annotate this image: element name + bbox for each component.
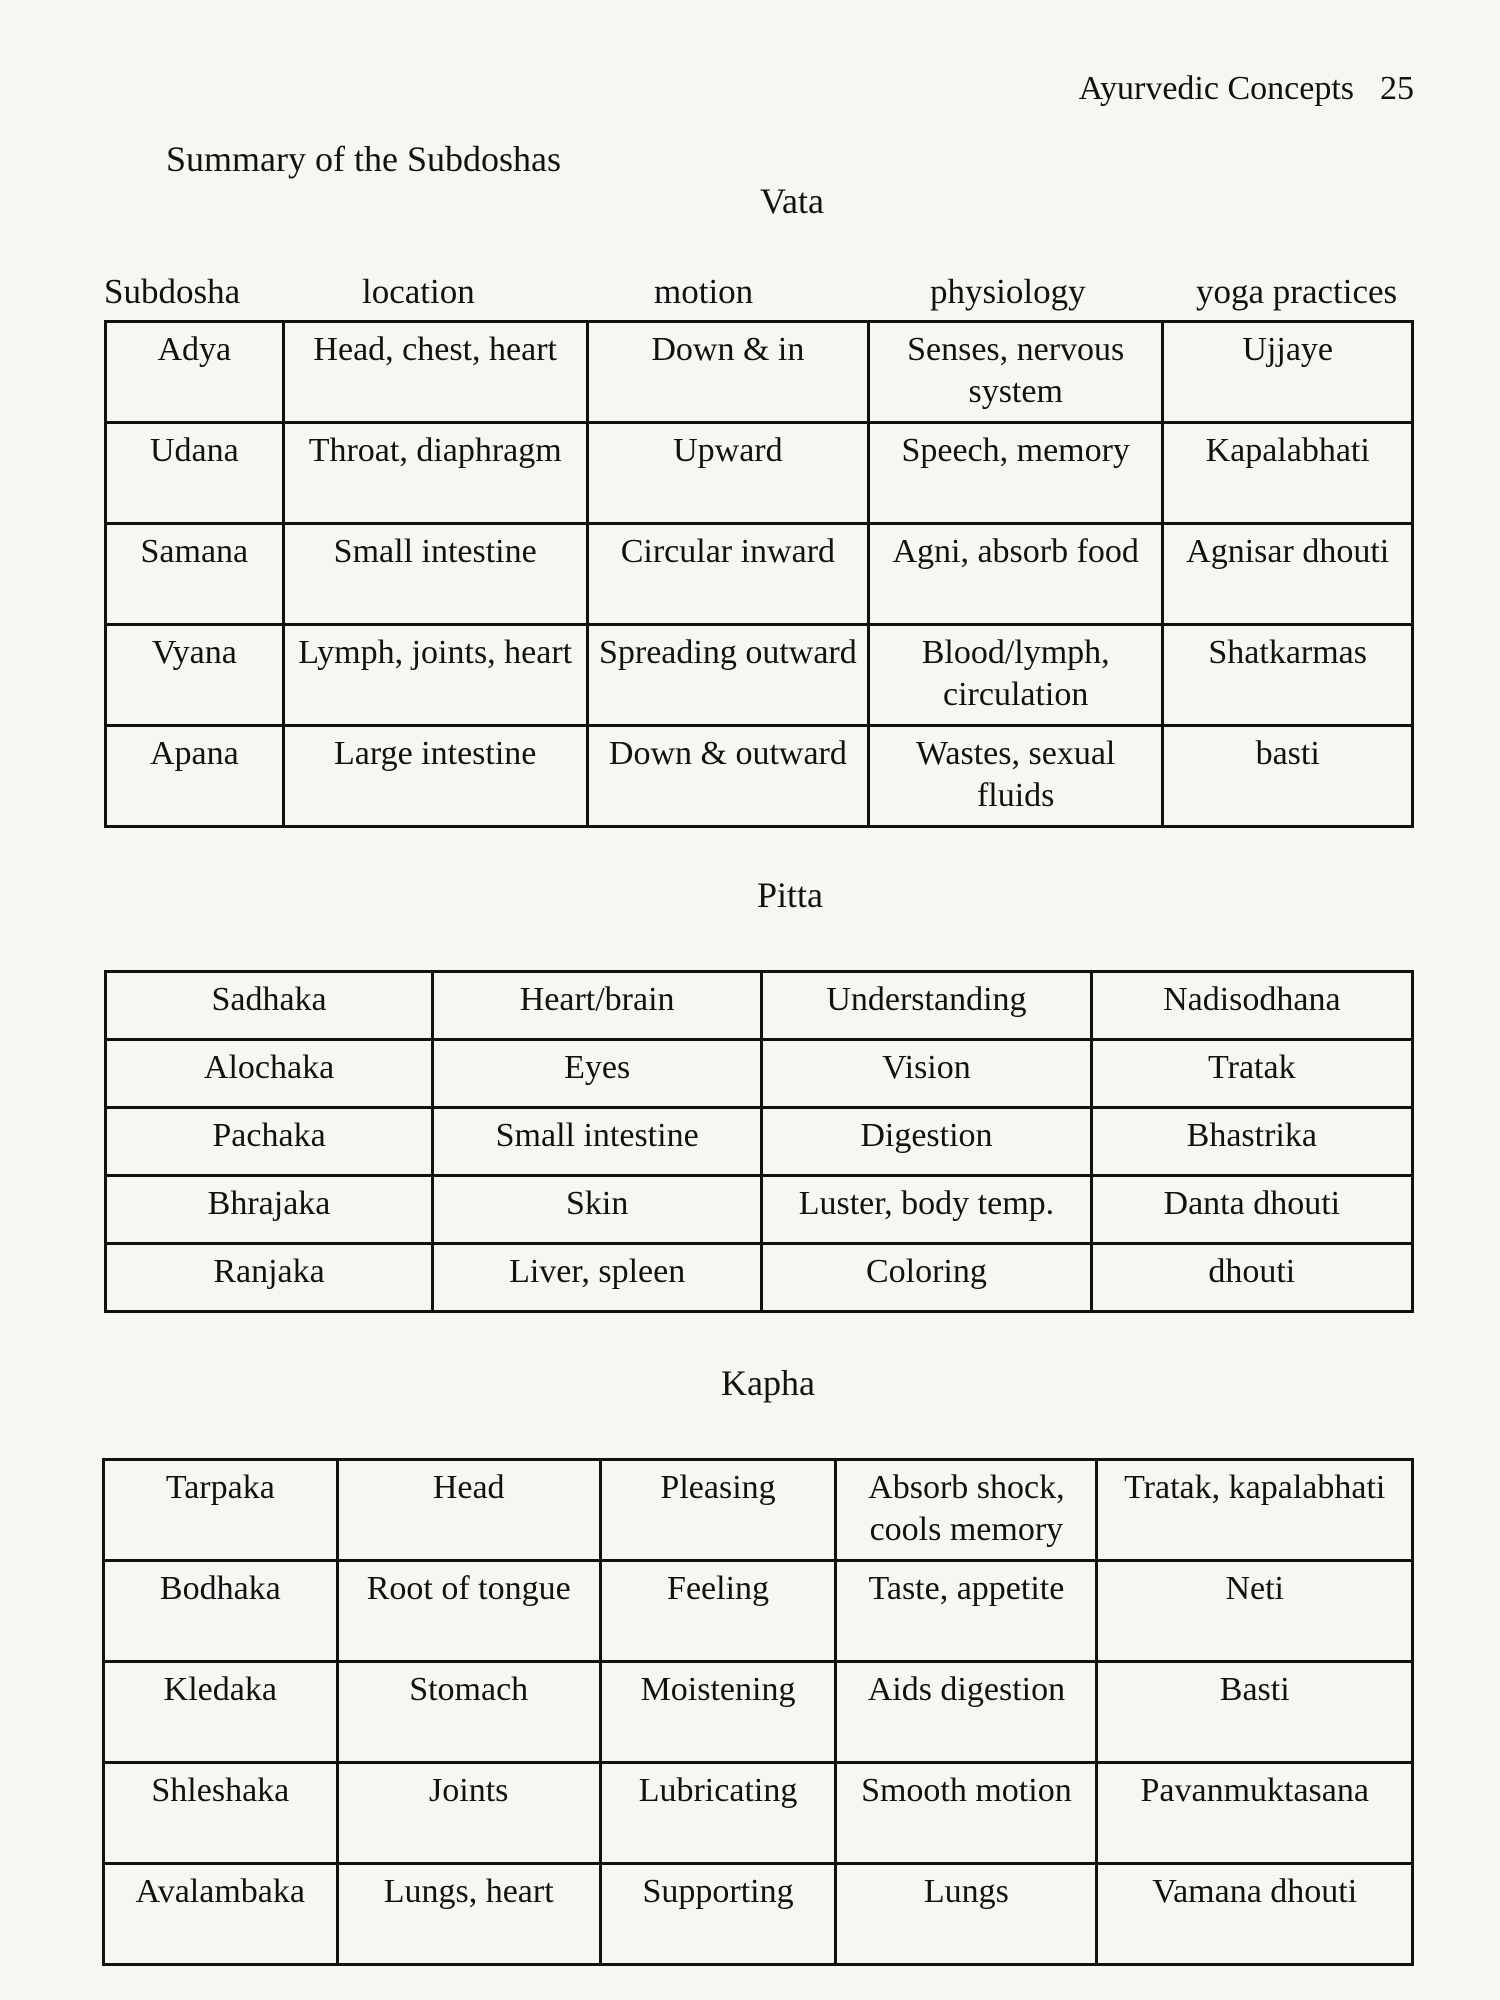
table-cell: Adya — [106, 322, 284, 423]
table-cell: Down & outward — [587, 726, 868, 827]
vata-table — [104, 320, 1414, 828]
table-cell: Bodhaka — [104, 1561, 338, 1662]
table-cell: Small intestine — [433, 1108, 762, 1176]
table-cell: Speech, memory — [868, 423, 1162, 524]
section-title-pitta: Pitta — [756, 875, 823, 915]
table-cell: Udana — [106, 423, 284, 524]
table-cell: Bhrajaka — [106, 1176, 433, 1244]
table-cell: Skin — [433, 1176, 762, 1244]
page-number: 25 — [1380, 70, 1414, 107]
table-cell: Neti — [1097, 1561, 1413, 1662]
col-header-motion: motion — [654, 272, 754, 311]
table-cell: Nadisodhana — [1091, 972, 1412, 1040]
table-cell: Shatkarmas — [1163, 625, 1413, 726]
col-header-subdosha: Subdosha — [104, 272, 241, 311]
table-row — [104, 1662, 1413, 1763]
table-row — [104, 1460, 1413, 1561]
col-header-yoga-practices: yoga practices — [1196, 272, 1398, 311]
table-cell: Feeling — [600, 1561, 836, 1662]
table-cell: Throat, diaphragm — [283, 423, 587, 524]
column-headers — [104, 272, 1414, 316]
table-cell: Absorb shock, cools memory — [836, 1460, 1097, 1561]
table-cell: Head, chest, heart — [283, 322, 587, 423]
table-cell: Pachaka — [106, 1108, 433, 1176]
table-cell: Agni, absorb food — [868, 524, 1162, 625]
table-cell: Ujjaye — [1163, 322, 1413, 423]
table-row — [106, 1040, 1413, 1108]
col-header-location: location — [362, 272, 475, 311]
table-cell: dhouti — [1091, 1244, 1412, 1312]
table-cell: Vamana dhouti — [1097, 1864, 1413, 1965]
table-cell: Tarpaka — [104, 1460, 338, 1561]
table-row — [106, 1244, 1413, 1312]
table-cell: Coloring — [762, 1244, 1091, 1312]
table-cell: Wastes, sexual fluids — [868, 726, 1162, 827]
table-row — [104, 1561, 1413, 1662]
section-title-vata: Vata — [760, 181, 824, 221]
table-row — [106, 322, 1413, 423]
table-cell: Alochaka — [106, 1040, 433, 1108]
table-cell: Pavanmuktasana — [1097, 1763, 1413, 1864]
table-cell: Down & in — [587, 322, 868, 423]
table-cell: Spreading outward — [587, 625, 868, 726]
table-cell: Lubricating — [600, 1763, 836, 1864]
table-cell: Senses, nervous system — [868, 322, 1162, 423]
table-cell: Moistening — [600, 1662, 836, 1763]
table-cell: Samana — [106, 524, 284, 625]
table-cell: Vision — [762, 1040, 1091, 1108]
table-cell: Luster, body temp. — [762, 1176, 1091, 1244]
table-cell: Agnisar dhouti — [1163, 524, 1413, 625]
running-title: Ayurvedic Concepts — [1078, 70, 1354, 107]
table-cell: Kledaka — [104, 1662, 338, 1763]
table-cell: Eyes — [433, 1040, 762, 1108]
table-row — [106, 972, 1413, 1040]
table-cell: Apana — [106, 726, 284, 827]
table-cell: Sadhaka — [106, 972, 433, 1040]
table-row — [106, 1108, 1413, 1176]
section-title-kapha: Kapha — [721, 1363, 815, 1403]
table-cell: Avalambaka — [104, 1864, 338, 1965]
table-cell: Tratak, kapalabhati — [1097, 1460, 1413, 1561]
table-row — [106, 1176, 1413, 1244]
pitta-table — [104, 970, 1414, 1313]
table-cell: Upward — [587, 423, 868, 524]
table-cell: Head — [337, 1460, 600, 1561]
table-cell: basti — [1163, 726, 1413, 827]
table-cell: Danta dhouti — [1091, 1176, 1412, 1244]
table-cell: Small intestine — [283, 524, 587, 625]
table-row — [106, 726, 1413, 827]
table-cell: Digestion — [762, 1108, 1091, 1176]
page-title: Summary of the Subdoshas — [166, 139, 561, 179]
table-cell: Aids digestion — [836, 1662, 1097, 1763]
table-cell: Ranjaka — [106, 1244, 433, 1312]
table-cell: Tratak — [1091, 1040, 1412, 1108]
table-cell: Vyana — [106, 625, 284, 726]
table-cell: Bhastrika — [1091, 1108, 1412, 1176]
table-row — [106, 524, 1413, 625]
table-cell: Supporting — [600, 1864, 836, 1965]
table-cell: Taste, appetite — [836, 1561, 1097, 1662]
table-cell: Liver, spleen — [433, 1244, 762, 1312]
table-row — [106, 423, 1413, 524]
table-cell: Basti — [1097, 1662, 1413, 1763]
table-cell: Understanding — [762, 972, 1091, 1040]
table-cell: Kapalabhati — [1163, 423, 1413, 524]
table-cell: Lymph, joints, heart — [283, 625, 587, 726]
table-cell: Blood/lymph, circulation — [868, 625, 1162, 726]
table-row — [104, 1763, 1413, 1864]
table-cell: Shleshaka — [104, 1763, 338, 1864]
table-cell: Heart/brain — [433, 972, 762, 1040]
running-header — [1079, 70, 1414, 108]
table-cell: Stomach — [337, 1662, 600, 1763]
table-row — [104, 1864, 1413, 1965]
table-cell: Lungs — [836, 1864, 1097, 1965]
table-cell: Circular inward — [587, 524, 868, 625]
table-cell: Pleasing — [600, 1460, 836, 1561]
table-cell: Root of tongue — [337, 1561, 600, 1662]
table-cell: Lungs, heart — [337, 1864, 600, 1965]
kapha-table — [102, 1458, 1414, 1966]
table-cell: Joints — [337, 1763, 600, 1864]
table-cell: Smooth motion — [836, 1763, 1097, 1864]
table-row — [106, 625, 1413, 726]
table-cell: Large intestine — [283, 726, 587, 827]
col-header-physiology: physiology — [930, 272, 1086, 311]
